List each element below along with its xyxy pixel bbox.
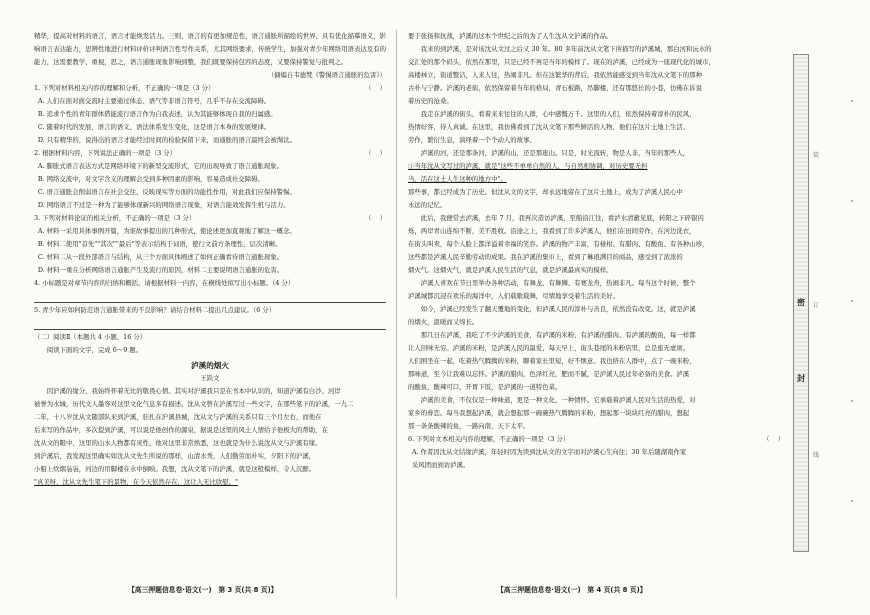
question-4: 4. 小标题是对章节内容的归纳和概括，请根据材料一内容，在横线处拟写出小标题。（4 分） <box>34 279 295 287</box>
question-2 <box>34 147 386 160</box>
answer-paren: （ ） <box>365 84 386 92</box>
essay-line: 那几日在泸溪，我吃了不少泸溪的美食，有泸溪的米粉、有泸溪的腊肉、有泸溪的酸鱼，每一样都 <box>420 331 696 339</box>
question-1 <box>34 82 386 95</box>
option-d: D. 网络语言不过是一种为了能够体现新兴的网络语言现象，对语言能效发挥生机与活力。 <box>37 201 290 209</box>
binding-dot <box>851 400 853 402</box>
essay-line: 这些都是泸溪人民辛勤劳动的成果。我在泸溪的集市上，看到了琳琅满目的商品，感受到了浓浓的 <box>408 253 683 261</box>
essay-line: 那一条条酸辣的鱼，一路向南，天下太平。 <box>408 422 530 430</box>
essay-line: 泸溪的美食，不仅仅是一种味道，更是一种文化，一种情怀。它承载着泸溪人民对生活的热爱，对 <box>420 396 696 404</box>
question-1-stem: 1. 下列对材料相关内容的理解和分析，不正确的一项是（3 分） <box>34 84 215 92</box>
option-a: A. 材料一采用具体事例开篇，为谁故事提出的几种形式，使论述更加直观地了解这一概念。 <box>37 227 296 235</box>
option-d: D. 材料一重在分析网络语言通胀产生及流行的原因，材料二主要说明语言通胀的危害。 <box>37 266 284 274</box>
option-c: C. 随着时代的发展，语言的语义、语法体系发生变化，这是语言本身的发展规律。 <box>37 123 271 131</box>
column-divider <box>396 30 397 598</box>
essay-line: 家乡的眷恋。每当我想起泸溪，就会想起那一碗碗热气腾腾的米粉，想起那一块块红亮的腊肉，想起 <box>408 409 690 417</box>
essay-line: 如今，泸溪已经发生了翻天覆地的变化，但泸溪人民的淳朴与善良，依然没有改变。这，就是泸溪 <box>420 305 696 313</box>
essay-line: 人们围坐在一起，吃着热气腾腾的米粉，聊着家长里短，好不惬意。我也挤在人群中，点了一碗米粉， <box>408 357 696 365</box>
binding-dot <box>851 300 853 302</box>
essay-line: 古朴与宁静。沪溪的老街，依然保留着当年的格局，青石板路，吊脚楼，还有那悠长的小巷，仿佛在诉说 <box>408 84 702 92</box>
essay-line: 让人回味无穷。泸溪的米粉，是泸溪人民的最爱，每天早上，街头巷尾的米粉店里，总是座无虚席。 <box>408 344 690 352</box>
essay-line: 烁，两岸青山连绵不断，美不胜收。沿途之上，我看到了许多泸溪人，他们在田间劳作，在河边洗衣， <box>408 227 696 235</box>
question-2-stem: 2. 根据材料内容，下列说法正确的一项是（3 分） <box>34 149 177 157</box>
essay-line: 那些事，都已经成为了历史。但沈从文的文字，却永远地留在了这片土地上，成为了泸溪人民心中 <box>408 188 683 196</box>
option-b: B. 网络交流中，对文字含义的理解会受到多种因素的影响，容易造成社交障碍。 <box>37 175 264 183</box>
option-a: A. 膨胀式语言表达方式是网络环境下的新型交流形式，它的出现导致了语言通胀现象。 <box>37 162 283 170</box>
essay-line: 泸溪人喜欢在节日里举办各种活动，有舞龙、有舞狮、有赛龙舟，热闹非凡。每当这个时候，整个 <box>420 279 696 287</box>
option-d: D. 只有精华的，说得出的语言才能经过时间的检验保留下来，而通胀的语言最终会被淘汰。 <box>37 136 297 144</box>
essay-line: 那味道，至今让我难以忘怀。泸溪的腊肉，色泽红亮，肥而不腻，是泸溪人民过年必备的美食。泸溪 <box>408 370 690 378</box>
left-column <box>34 30 386 489</box>
right-column <box>408 30 784 472</box>
answer-line[interactable] <box>34 292 386 303</box>
reading-instruction: 阅读下面的文字，完成 6～9 题。 <box>46 346 143 354</box>
option-b: B. 材料二使用"首先""其次""最后"等表示结构于词语，使行文前方条理性，层次清晰。 <box>37 240 282 248</box>
essay-line: 沈从文的眼中，这里的山水人物都有灵性，他对这里非常熟悉，这也就是为什么说沈从文与沪溪有缘。 <box>34 439 322 447</box>
essay-line: 交汇处的那个码头，依然在那里，只是已经不再是当年的模样了。现在的泸溪，已经成为一座现代化的城市， <box>408 58 715 66</box>
option-a: A. 人们在面对面交流时主要通过体态、语气等非语言符号，几乎不存在交流障碍。 <box>37 97 271 105</box>
essay-line: 被誉为水城，历代文人墨客对这里文化气息多有描述。沈从文曾在沪溪写过一些文字，在那些笔下的沪溪，一九二 <box>34 400 354 408</box>
question-6 <box>408 433 784 446</box>
option-c: C. 材料二从一段外部语言与结构，从三个方面具体阐述了如何正确看待语言通胀现象。 <box>37 253 284 261</box>
essay-author: 王跃文 <box>200 374 220 382</box>
binding-line-mark: 订 <box>813 302 820 309</box>
essay-title: 泸溪的烟火 <box>191 361 229 370</box>
essay-underlined-line: 当，活在这土人生这种的地方中"。 <box>408 175 507 183</box>
essay-line: 要于张扬和抗战，泸溪的这本个世纪之后的为了人生沈从文沪溪的作品。 <box>408 32 613 40</box>
essay-underlined-line: ①当年沈从文写过的泸溪，就是"这些不单单自然的人，与自然相协调，对历史要无担 <box>408 162 648 170</box>
essay-line: 小船上炊烟袅袅，河边的吊脚楼在水中倒映。我想，沈从文笔下的沪溪，就是这般模样，令人沉醉。 <box>34 465 316 473</box>
essay-line: 到沪溪后，我发现这里确实如沈从文先生所说的那样，山清水秀，人们勤劳而朴实，夕阳下的沪溪， <box>34 452 316 460</box>
essay-line: 劳作，繁衍生息，演绎着一个个动人的故事。 <box>408 136 536 144</box>
binding-line-mark: 线 <box>813 452 820 459</box>
answer-paren: （ ） <box>365 214 386 222</box>
essay-line: 的酸鱼，酸辣可口，开胃下饭，是泸溪的一道特色菜。 <box>408 383 562 391</box>
option-a-continued: 采风团而到访泸溪。 <box>411 461 470 469</box>
essay-line: 我来的到泸溪，是对该沈从文过之后又 30 年。80 多年前沈从文笔下所描写的泸溪城，那白河和沅水的 <box>420 45 712 53</box>
binding-line-mark: 装 <box>813 152 820 159</box>
essay-line: 因沪溪的缘分，我始终怀着无比的敬畏心情。其实对沪溪我只是在书本中认识的，知道沪溪有白沙、河岸 <box>46 387 341 395</box>
essay-line: 后来写的作品中，多次提到沪溪，可以说是他创作的源泉，据说是这里的风土人情给予他极大的帮助，在 <box>34 426 328 434</box>
option-a: A. 作者因沈从文结缘泸溪，年轻时因为读到沈从文的文字而对泸溪心生向往；30 年后随湖南作家 <box>411 448 687 456</box>
essay-line: 泸溪城都沉浸在欢乐的海洋中，人们载歌载舞，尽情地享受着生活的美好。 <box>408 292 619 300</box>
question-5: 5. 青少年应如何防范语言通胀带来的不良影响？请结合材料二提出几点建议。（6 分） <box>34 306 276 314</box>
essay-line: 烟火气。这烟火气，就是泸溪人民生活的气息，就是泸溪最真实的模样。 <box>408 266 613 274</box>
binding-dot <box>851 500 853 502</box>
essay-line: 的烟火，温暖而又绵长。 <box>408 318 479 326</box>
binding-dot <box>851 200 853 202</box>
essay-line: 泸溪的河，还是那条河，泸溪的山，还是那座山。只是，时光流转，物是人非，当年的那些人， <box>420 149 690 157</box>
question-3 <box>34 212 386 225</box>
essay-line: 热情好客，待人真诚。在这里，我仿佛看到了沈从文笔下那些鲜活的人物，他们在这片土地上生活、 <box>408 123 690 131</box>
sealing-label: 封 <box>797 374 805 383</box>
option-b: B. 追求个性的青年群体借能流行语言作为自我表述，认为其能够体现自我的归属感。 <box>37 110 277 118</box>
essay-line: 我走在泸溪的街头，看着来来往往的人群，心中感慨万千。这里的人们，依然保持着淳朴的民风， <box>420 110 696 118</box>
essay-line: 高楼林立，街道整洁，人来人往，热闹非凡。但在这繁华的背后，我依然能感受到当年沈从文笔下的那种 <box>408 71 702 79</box>
answer-paren: （ ） <box>365 149 386 157</box>
binding-dot <box>851 100 853 102</box>
essay-underlined-line: "真美呀，沈从文先生笔下的景物，在今天依然存在，这让人无比欣慰。" <box>34 478 238 486</box>
question-3-stem: 3. 下列对材料论证的相关分析，不正确的一项是（3 分） <box>34 214 196 222</box>
intro-paragraph: 精华，提高对材料的语言，语言才能焕发活力。三则，语言的有更加规范性，语言通胀所描绘的世界，具有优化描摹语义，影响语言表达能力，思辨性地进行材料评价评判语言性写作关系，尤其网络要求，传统学生，加强对青少年网络用语表达及有的能力，这需要教学、重视，思之，语言通胀现象影响到整，我们既要保持包容的态度，又要保持警觉与批判之。 <box>34 32 386 66</box>
essay-line: 二年，十八岁沈从文随部队来到沪溪，驻扎在沪溪县城，沈从文与沪溪的关系只有三个月左右，而他在 <box>34 413 322 421</box>
essay-line: 永远的记忆。 <box>408 201 447 209</box>
page-footer-right: 【高三押题信息卷·语文(一) 第 4 页(共 8 页)】 <box>497 586 647 594</box>
page-footer-left: 【高三押题信息卷·语文(一) 第 3 页(共 8 页)】 <box>128 586 278 594</box>
essay-line: 此后，我便常去泸溪，去年 7 月，我再次造访泸溪，至船沿江往，看泸水清澈见底，转阳之下碎银闪 <box>420 214 704 222</box>
sealing-strip <box>793 54 809 552</box>
answer-paren: （ ） <box>763 435 784 443</box>
answer-line[interactable] <box>34 319 386 330</box>
sealing-label: 密 <box>797 298 805 307</box>
question-6-stem: 6. 下列对文本相关内容的理解，不正确的一项是（3 分） <box>408 435 570 443</box>
source-citation: （摘编自韦德梵《警惕语言通胀的危害》） <box>267 71 386 79</box>
option-c: C. 语言通胀会削弱语言在社会交往、反映现实等方面的功能性作用，对此我们应保持警惕。 <box>37 188 296 196</box>
section-heading: （二）阅读Ⅱ（本题共 4 小题，16 分） <box>34 333 147 341</box>
essay-line: 着历史的沧桑。 <box>408 97 453 105</box>
essay-line: 在街头叫卖，每个人脸上都洋溢着幸福的笑容。泸溪的物产丰富，有椪柑、有腊肉、有酸鱼、有各种山珍， <box>408 240 709 248</box>
